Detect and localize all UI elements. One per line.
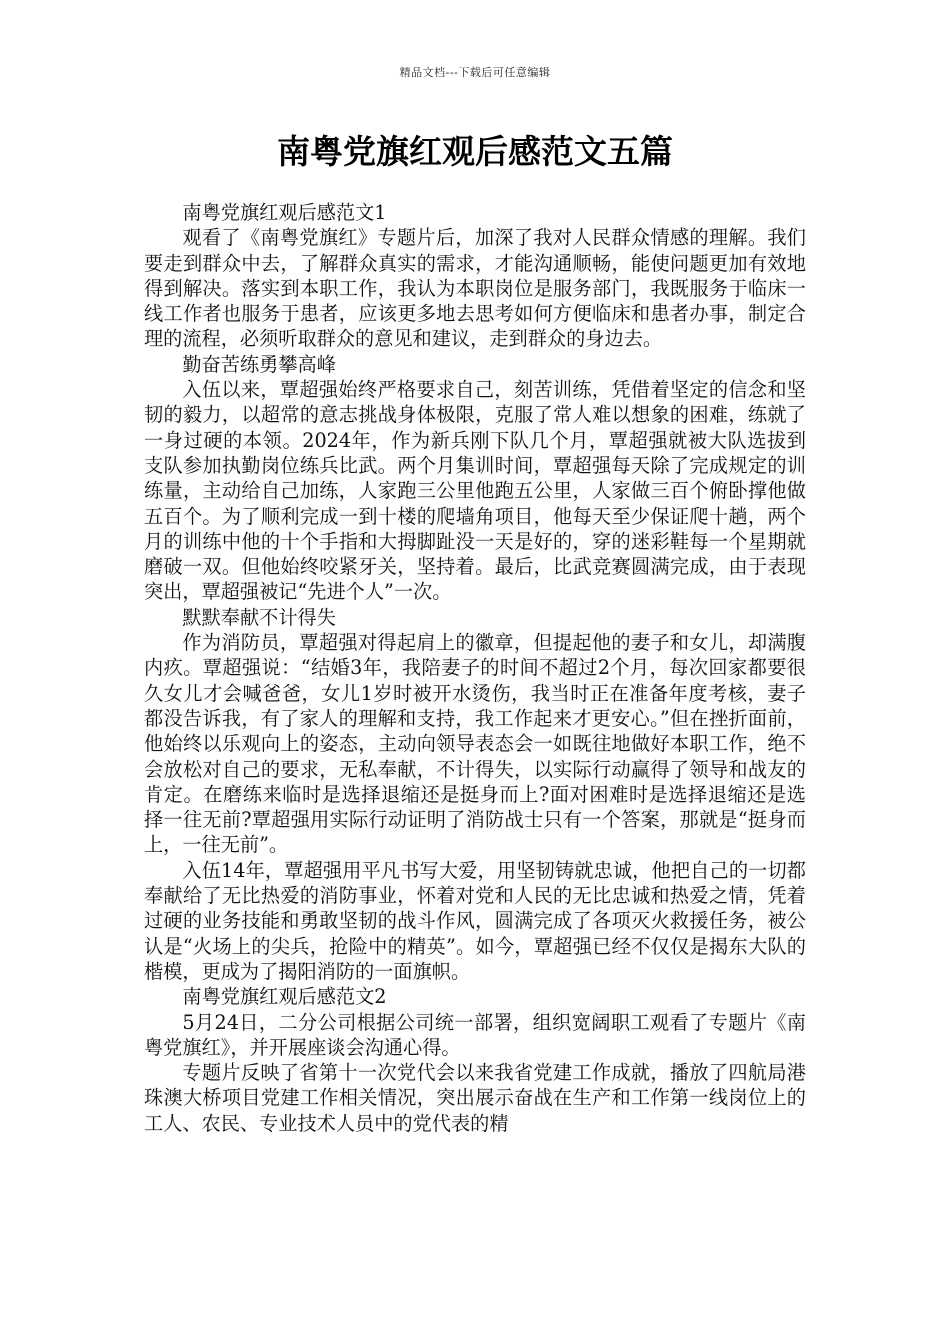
body-paragraph: 5月24日，二分公司根据公司统一部署，组织宽阔职工观看了专题片《南粤党旗红》，并开展座谈会沟通心得。 [144,1010,806,1059]
document-title: 南粤党旗红观后感范文五篇 [277,132,673,171]
section-heading: 默默奉献不计得失 [182,605,336,629]
header-note: 精品文档---下载后可任意编辑 [399,66,551,79]
section-heading: 南粤党旗红观后感范文2 [182,985,387,1009]
body-paragraph: 入伍以来，覃超强始终严格要求自己，刻苦训练，凭借着坚定的信念和坚韧的毅力，以超常的意志挑战身体极限，克服了常人难以想象的困难，练就了一身过硬的本领。2024年，作为新兵刚下队几个月，覃超强就被大队选拔到支队参加执勤岗位练兵比武。两个月集训时间，覃超强每天除了完成规定的训练量，主动给自己加练，人家跑三公里他跑五公里，人家做三百个俯卧撑他做五百个。为了顺利完成一到十楼的爬墙角项目，他每天至少保证爬十趟，两个月的训练中他的十个手指和大拇脚趾没一天是好的，穿的迷彩鞋每一个星期就磨破一双。但他始终咬紧牙关，坚持着。最后，比武竞赛圆满完成，由于表现突出，覃超强被记“先进个人”一次。 [144,378,806,604]
body-paragraph: 专题片反映了省第十一次党代会以来我省党建工作成就，播放了四航局港珠澳大桥项目党建工作相关情况，突出展示奋战在生产和工作第一线岗位上的工人、农民、专业技术人员中的党代表的精 [144,1061,806,1135]
body-paragraph: 入伍14年，覃超强用平凡书写大爱，用坚韧铸就忠诚，他把自己的一切都奉献给了无比热爱的消防事业，怀着对党和人民的无比忠诚和热爱之情，凭着过硬的业务技能和勇敢坚韧的战斗作风，圆满完成了各项灭火救援任务，被公认是“火场上的尖兵，抢险中的精英”。如今，覃超强已经不仅仅是揭东大队的楷模，更成为了揭阳消防的一面旗帜。 [144,858,806,983]
section-heading: 勤奋苦练勇攀高峰 [182,352,336,376]
body-paragraph: 观看了《南粤党旗红》专题片后，加深了我对人民群众情感的理解。我们要走到群众中去，了解群众真实的需求，才能沟通顺畅，能使问题更加有效地得到解决。落实到本职工作，我认为本职岗位是服务部门，我既服务于临床一线工作者也服务于患者，应该更多地去思考如何方便临床和患者办事，制定合理的流程，必须听取群众的意见和建议，走到群众的身边去。 [144,226,806,351]
section-heading: 南粤党旗红观后感范文1 [182,201,387,224]
document-body [144,200,806,1136]
body-paragraph: 作为消防员，覃超强对得起肩上的徽章，但提起他的妻子和女儿，却满腹内疚。覃超强说：“结婚3年，我陪妻子的时间不超过2个月，每次回家都要很久女儿才会喊爸爸，女儿1岁时被开水烫伤，我当时正在准备年度考核，妻子都没告诉我，有了家人的理解和支持，我工作起来才更安心。”但在挫折面前，他始终以乐观向上的姿态，主动向领导表态会一如既往地做好本职工作，绝不会放松对自己的要求，无私奉献，不计得失，以实际行动赢得了领导和战友的肯定。在磨练来临时是选择退缩还是挺身而上?面对困难时是选择退缩还是选择一往无前?覃超强用实际行动证明了消防战士只有一个答案，那就是“挺身而上，一往无前”。 [144,631,806,857]
